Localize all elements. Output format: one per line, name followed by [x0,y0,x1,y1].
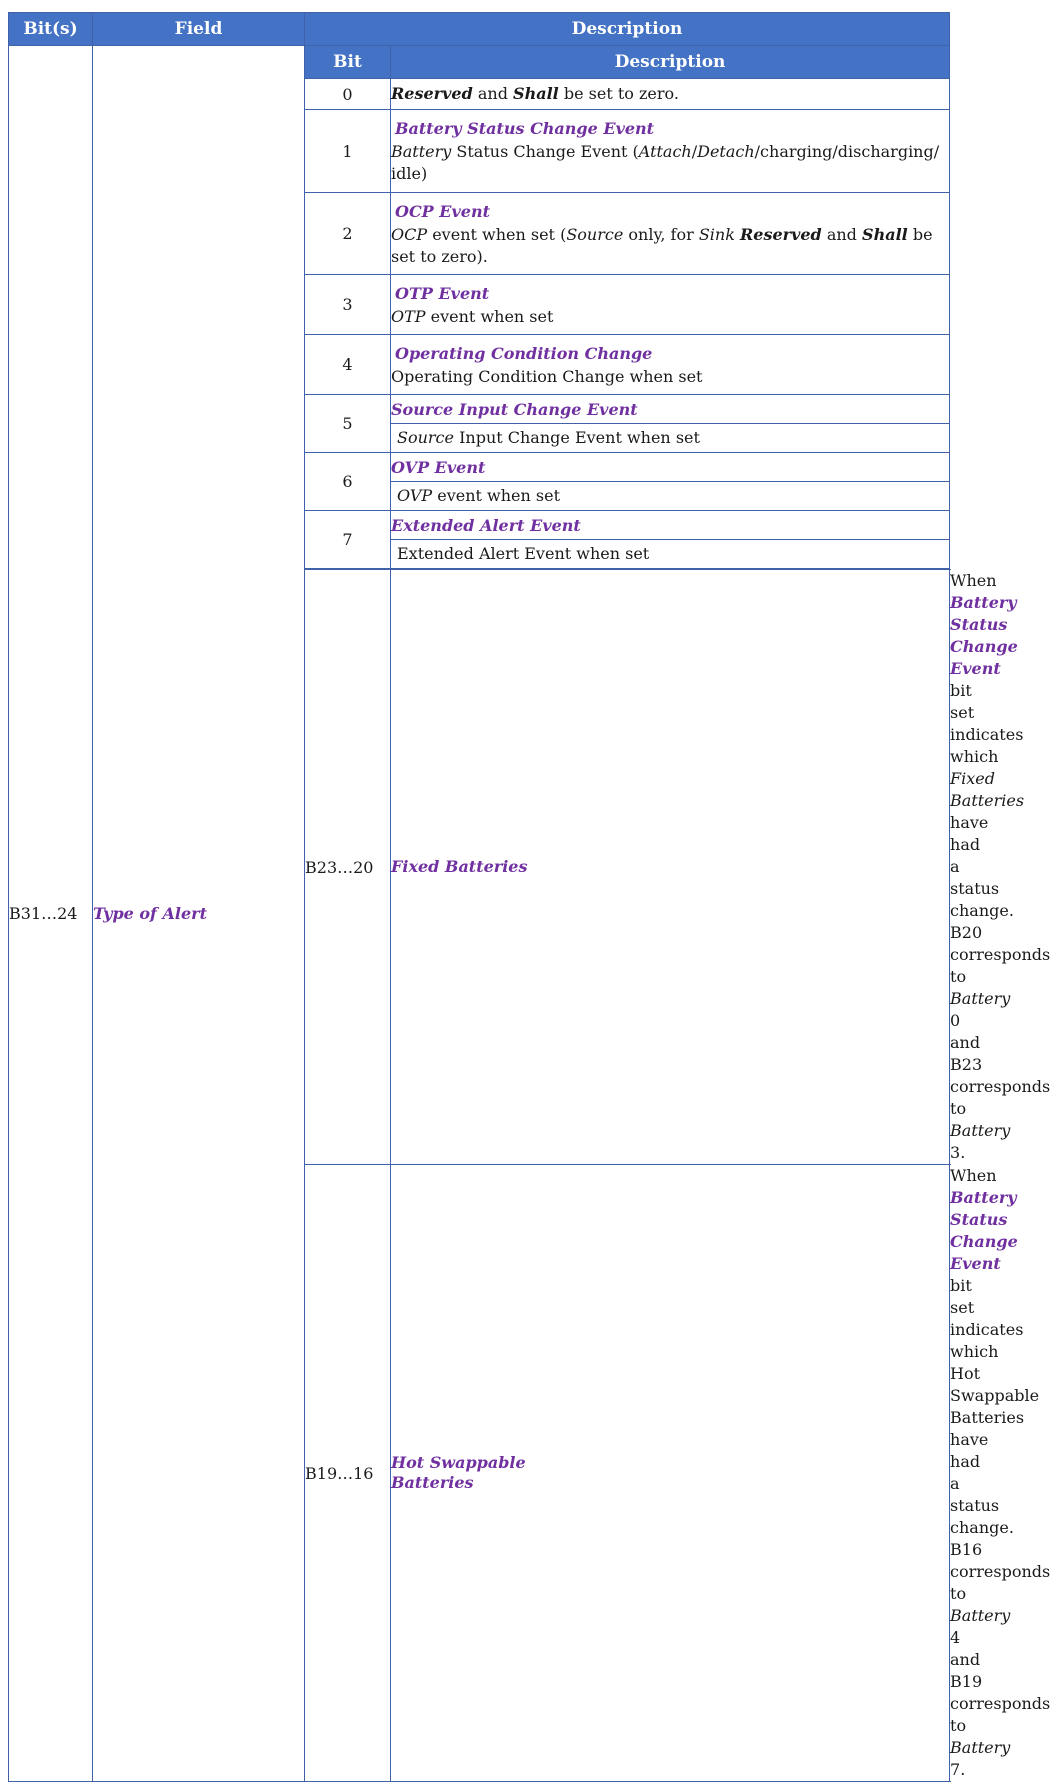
field-cell-alert [93,46,305,1782]
event-title: OVP Event [391,457,486,477]
subheader-row [9,46,950,79]
subheader-bit: Bit [305,46,391,79]
bits-cell-hot: B19…16 [305,1165,391,1782]
event-title: Extended Alert Event [391,515,581,535]
bit-description [391,275,950,335]
field-cell-fixed [391,570,950,1165]
event-detail: Operating Condition Change when set [391,366,703,386]
event-detail: Extended Alert Event when set [391,540,950,569]
event-title-cell [391,453,950,482]
bit-description [391,110,950,193]
bit-number: 5 [305,395,391,453]
bits-cell-fixed: B23…20 [305,570,391,1165]
field-name-alert: Type of Alert [93,903,207,923]
event-title: OCP Event [395,201,490,221]
row-hot-swappable: B19…16 Hot Swappable Batteries When Battery Status Change Event bit set indicates which Hot Swappable Batteries have had a status change. B16 corresponds to Battery 4 and B19 corresponds to Battery 7. [9,1165,950,1782]
event-title-cell [391,511,950,540]
event-title-cell [391,395,950,424]
header-row [9,13,950,46]
bit-description [391,335,950,395]
bits-cell-alert: B31…24 [9,46,93,1782]
bit-number: 2 [305,193,391,275]
event-title: Source Input Change Event [391,399,638,419]
event-title: OTP Event [395,283,490,303]
header-bits: Bit(s) [9,13,93,46]
bit-number: 6 [305,453,391,511]
event-title: Battery Status Change Event [395,119,655,138]
alert-spec-table [8,12,1050,1782]
row-fixed-batteries: B23…20 Fixed Batteries When Battery Status Change Event bit set indicates which Fixed Batteries have had a status change. B20 corresponds to Battery 0 and B23 corresponds to Battery 3. [9,570,950,1165]
event-detail: Source Input Change Event when set [391,424,950,453]
bit-number: 3 [305,275,391,335]
event-detail: OCP event when set (Source only, for Sink Reserved and Shall be set to zero). [391,224,933,266]
event-detail: OTP event when set [391,306,554,326]
header-description: Description [305,13,950,46]
field-cell-hot [391,1165,950,1782]
subheader-description: Description [391,46,950,79]
bit-description: Reserved and Shall be set to zero. [391,79,950,110]
event-detail: Battery Status Change Event (Attach/Detach/charging/discharging/ idle) [391,142,940,183]
event-detail: OVP event when set [391,482,950,511]
bit-number: 0 [305,79,391,110]
bit-number: 4 [305,335,391,395]
field-name-hot-line1: Hot Swappable [391,1453,526,1472]
header-field: Field [93,13,305,46]
event-title: Operating Condition Change [395,343,653,363]
bit-number: 1 [305,110,391,193]
field-name-hot-line2: Batteries [391,1473,474,1492]
field-name-fixed: Fixed Batteries [391,857,528,876]
bit-description [391,193,950,275]
bit-number: 7 [305,511,391,569]
